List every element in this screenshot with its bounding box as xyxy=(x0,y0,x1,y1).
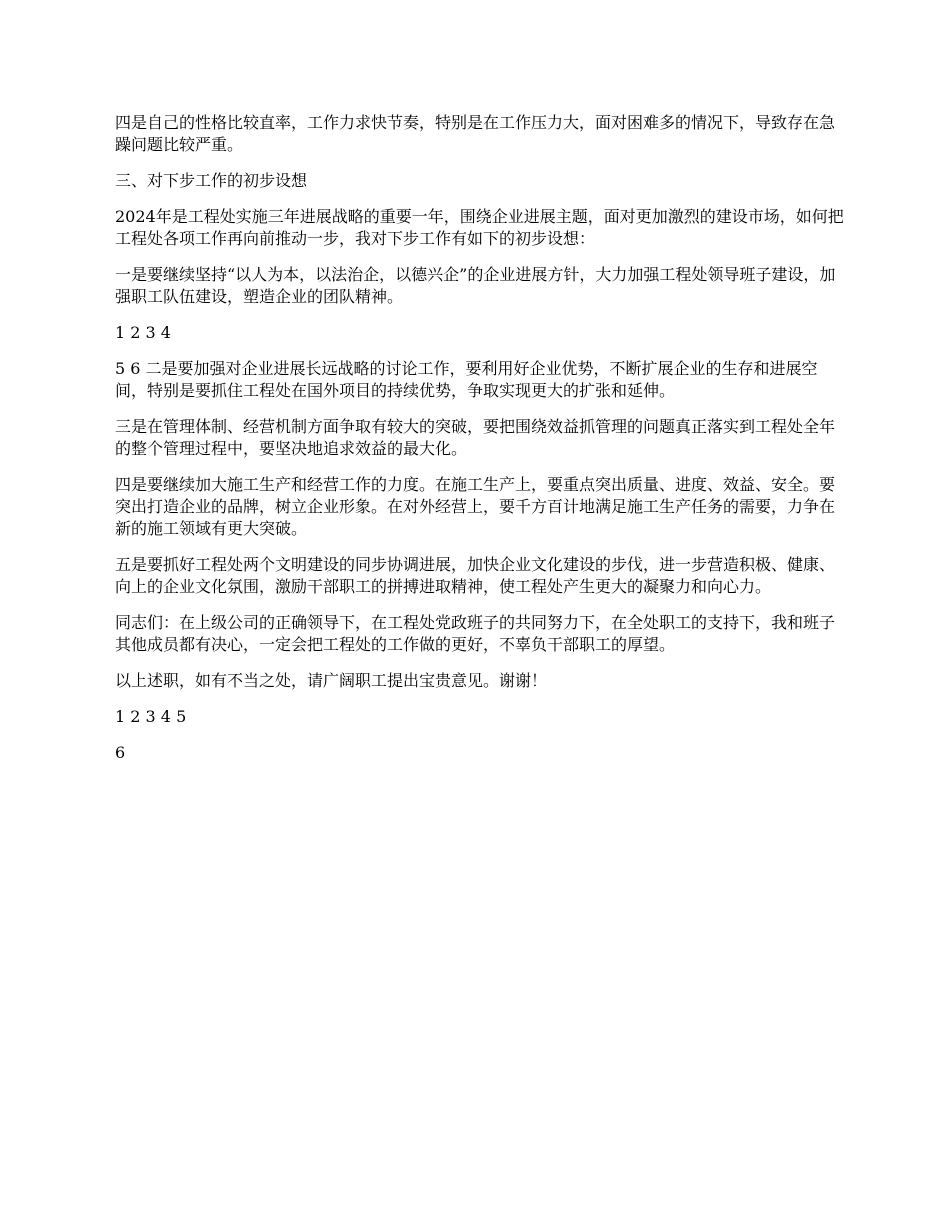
page-numbers-line: 1 2 3 4 xyxy=(115,323,171,342)
paragraph-third-point: 三是在管理体制、经营机制方面争取有较大的突破，要把围绕效益抓管理的问题真正落实到工程处全年的整个管理过程中，要坚决地追求效益的最大化。 xyxy=(115,417,836,458)
document-body xyxy=(115,112,845,778)
paragraph-temperament: 四是自己的性格比较直率，工作力求快节奏，特别是在工作压力大，面对困难多的情况下，导致存在急躁问题比较严重。 xyxy=(115,113,836,154)
paragraph-first-point: 一是要继续坚持“以人为本，以法治企，以德兴企”的企业进展方针，大力加强工程处领导班子建设，加强职工队伍建设，塑造企业的团队精神。 xyxy=(115,265,836,306)
page-number: 6 xyxy=(115,743,126,762)
paragraph-comrades: 同志们：在上级公司的正确领导下，在工程处党政班子的共同努力下，在全处职工的支持下，我和班子其他成员都有决心，一定会把工程处的工作做的更好，不辜负干部职工的厚望。 xyxy=(115,613,836,654)
page-numbers-line: 1 2 3 4 5 xyxy=(115,707,187,726)
paragraph-second-point: 5 6 二是要加强对企业进展长远战略的讨论工作，要利用好企业优势，不断扩展企业的生存和进展空间，特别是要抓住工程处在国外项目的持续优势，争取实现更大的扩张和延伸。 xyxy=(115,359,818,400)
section-heading: 三、对下步工作的初步设想 xyxy=(115,171,308,190)
paragraph-2024-plan: 2024年是工程处实施三年进展战略的重要一年，围绕企业进展主题，面对更加激烈的建设市场，如何把工程处各项工作再向前推动一步，我对下步工作有如下的初步设想： xyxy=(115,207,844,248)
paragraph-fourth-point: 四是要继续加大施工生产和经营工作的力度。在施工生产上，要重点突出质量、进度、效益、安全。要突出打造企业的品牌，树立企业形象。在对外经营上，要千方百计地满足施工生产任务的需要，力争在新的施工领域有更大突破。 xyxy=(115,475,836,538)
paragraph-fifth-point: 五是要抓好工程处两个文明建设的同步协调进展，加快企业文化建设的步伐，进一步营造积极、健康、向上的企业文化氛围，激励干部职工的拼搏进取精神，使工程处产生更大的凝聚力和向心力。 xyxy=(115,555,836,596)
paragraph-closing: 以上述职，如有不当之处，请广阔职工提出宝贵意见。谢谢！ xyxy=(115,671,548,690)
